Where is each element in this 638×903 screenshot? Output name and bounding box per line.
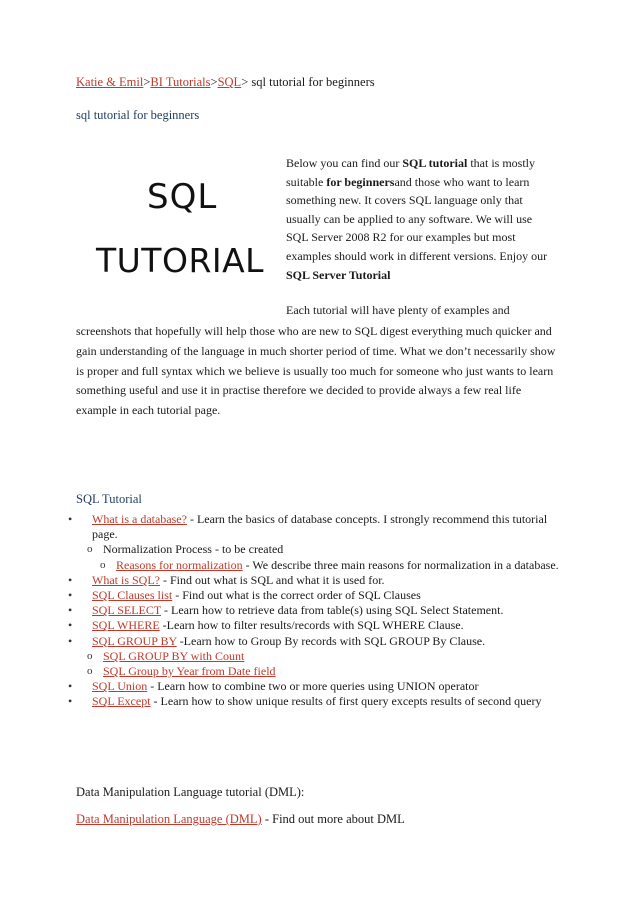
dml-heading: Data Manipulation Language tutorial (DML): [76,785,305,799]
list-item [0,694,560,709]
tutorial-link[interactable]: Reasons for normalization [116,557,243,572]
list-item [0,649,560,664]
list-item [0,558,560,573]
breadcrumb-sql-link[interactable]: SQL [217,75,242,89]
page-title: sql tutorial for beginners [76,108,200,122]
breadcrumb [76,75,375,90]
intro-bold: SQL Server Tutorial [286,267,391,282]
tutorial-link[interactable]: SQL GROUP BY [92,633,177,648]
list-item [0,664,560,679]
tutorial-description: - Find out what is the correct order of SQL Clauses [172,588,421,603]
list-item [0,618,560,633]
sql-tutorial-list [0,512,560,710]
intro-text: Below you can find our [286,156,403,170]
intro-bold: for beginners [326,174,395,189]
tutorial-link[interactable]: What is SQL? [92,572,160,587]
dml-link[interactable]: Data Manipulation Language (DML) [76,812,262,826]
list-item [0,588,560,603]
sql-tutorial-logo [90,165,270,285]
list-item [0,679,560,694]
tutorial-link[interactable]: SQL GROUP BY with Count [103,648,245,663]
logo-line-sql: SQL [147,177,218,217]
breadcrumb-separator: > [210,75,218,89]
tutorial-description: - We describe three main reasons for normalization in a database. [242,557,559,572]
tutorial-description: - Learn the basics of database concepts. I strongly recommend this tutorial page. [92,512,548,542]
tutorial-link[interactable]: SQL SELECT [92,603,162,618]
tutorial-description: - Learn how to combine two or more queries using UNION operator [147,679,479,694]
intro-paragraph [286,154,551,284]
breadcrumb-bi-tutorials-link[interactable]: BI Tutorials [150,75,211,89]
description-paragraph: screenshots that hopefully will help those who are new to SQL digest everything much quicker and gain understanding of the language in much shorter period of time. What we don’t necessarily show is proper and full syntax which we believe is usually too much for someone who just wants to learn something useful and use it in practise therefore we decided to provide always a few real life example in each tutorial page. [76,324,556,418]
tutorial-link[interactable]: SQL Clauses list [92,588,173,603]
breadcrumb-current: > sql tutorial for beginners [241,75,375,89]
sql-tutorial-heading: SQL Tutorial [76,492,142,506]
tutorial-link[interactable]: SQL WHERE [92,618,160,633]
list-item [0,542,560,557]
tutorial-description: - Learn how to retrieve data from table(s) using SQL Select Statement. [161,603,504,618]
description-paragraph-start: Each tutorial will have plenty of examples and [286,303,510,317]
tutorial-description: Normalization Process - to be created [103,542,284,557]
breadcrumb-home-link[interactable]: Katie & Emil [76,75,144,89]
tutorial-link[interactable]: SQL Except [92,694,151,709]
list-item [0,634,560,649]
list-item [0,603,560,618]
tutorial-description: - Learn how to show unique results of first query excepts results of second query [150,694,542,709]
logo-line-tutorial: TUTORIAL [96,241,265,280]
tutorial-link[interactable]: SQL Group by Year from Date field [103,664,276,679]
dml-text: - Find out more about DML [261,812,405,826]
dml-item [76,812,405,827]
intro-text: and those who want to learn something new. It covers SQL language only that usually can be applied to any software. We will use SQL Server 2008 R2 for our examples but most examples should work in different versions. Enjoy our [286,174,548,263]
list-item [0,512,560,542]
tutorial-description: - Find out what is SQL and what it is used for. [160,572,385,587]
tutorial-description: -Learn how to filter results/records with SQL WHERE Clause. [159,618,464,633]
breadcrumb-separator: > [143,75,151,89]
intro-text: that is mostly suitable [286,156,535,189]
tutorial-description: -Learn how to Group By records with SQL GROUP By Clause. [176,633,486,648]
intro-bold: SQL tutorial [402,156,468,170]
list-item [0,573,560,588]
tutorial-link[interactable]: SQL Union [92,679,148,694]
tutorial-link[interactable]: What is a database? [92,512,187,526]
